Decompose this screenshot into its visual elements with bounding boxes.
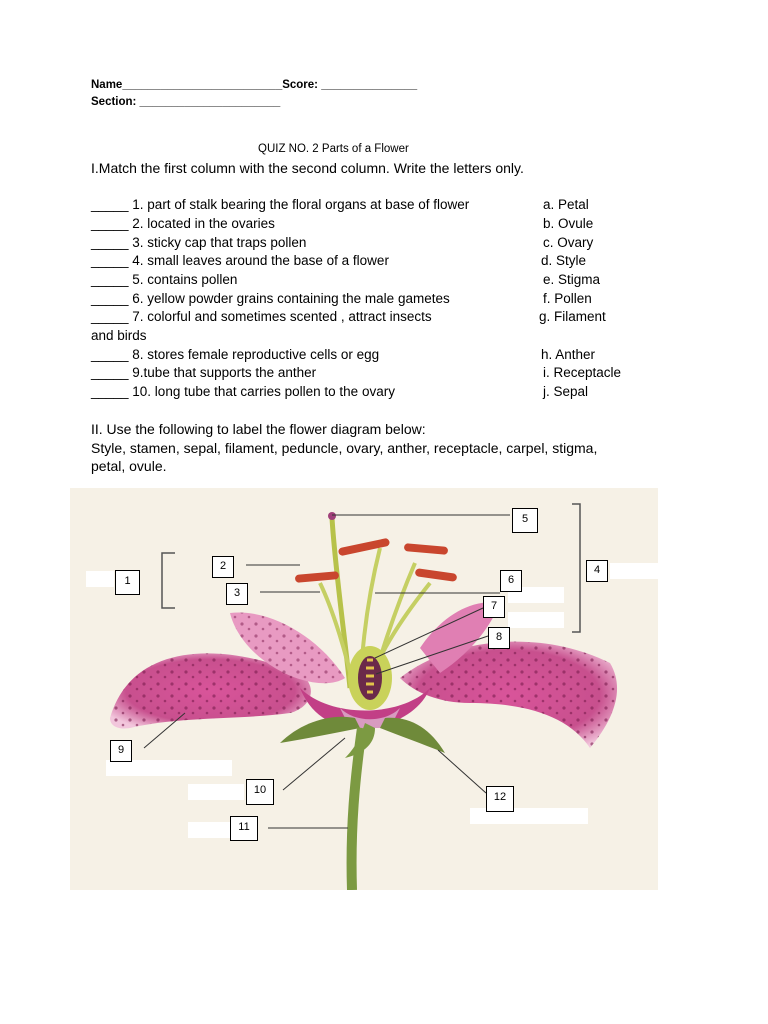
answer-i: i. Receptacle — [543, 365, 622, 380]
part1-instruction: I.Match the first column with the second column. Write the letters only. — [91, 160, 524, 176]
answer-a: a. Petal — [543, 197, 589, 212]
answer-h: h. Anther — [541, 347, 596, 362]
flower-illustration — [70, 488, 658, 890]
word-bank-line-2: petal, ovule. — [91, 458, 167, 474]
section-line: Section: ______________________ — [91, 96, 281, 108]
answer-f: f. Pollen — [543, 291, 592, 306]
question-4: _____ 4. small leaves around the base of a flower — [91, 253, 389, 268]
label-box-10: 10 — [246, 779, 274, 805]
label-box-3: 3 — [226, 583, 248, 605]
question-7-continued: and birds — [91, 328, 147, 343]
label-box-9: 9 — [110, 740, 132, 762]
label-box-1: 1 — [115, 570, 140, 595]
question-8: _____ 8. stores female reproductive cells or egg — [91, 347, 380, 362]
label-box-4: 4 — [586, 560, 608, 582]
part2-instruction: II. Use the following to label the flower diagram below: — [91, 421, 426, 437]
question-5: _____ 5. contains pollen — [91, 272, 238, 287]
question-6: _____ 6. yellow powder grains containing the male gametes — [91, 291, 450, 306]
label-box-11: 11 — [230, 816, 258, 841]
flower-diagram — [70, 488, 658, 890]
question-2: _____ 2. located in the ovaries — [91, 216, 275, 231]
word-bank-line-1: Style, stamen, sepal, filament, peduncle, ovary, anther, receptacle, carpel, stigma, — [91, 440, 598, 456]
answer-blank-11[interactable] — [188, 822, 230, 838]
label-box-2: 2 — [212, 556, 234, 578]
answer-blank-9[interactable] — [106, 760, 232, 776]
label-box-7: 7 — [483, 596, 505, 618]
answer-c: c. Ovary — [543, 235, 594, 250]
question-10: _____ 10. long tube that carries pollen to the ovary — [91, 384, 395, 399]
answer-blank-4[interactable] — [610, 563, 658, 579]
question-7: _____ 7. colorful and sometimes scented , attract insects — [91, 309, 432, 324]
answer-b: b. Ovule — [543, 216, 594, 231]
answer-blank-1[interactable] — [86, 571, 114, 587]
label-box-5: 5 — [512, 508, 538, 533]
answer-d: d. Style — [541, 253, 587, 268]
answer-g: g. Filament — [539, 309, 606, 324]
quiz-title: QUIZ NO. 2 Parts of a Flower — [258, 143, 409, 155]
answer-blank-7[interactable] — [508, 612, 564, 628]
label-box-8: 8 — [488, 627, 510, 649]
answer-j: j. Sepal — [543, 384, 589, 399]
answer-e: e. Stigma — [543, 272, 601, 287]
answer-blank-10[interactable] — [188, 784, 244, 800]
question-1: _____ 1. part of stalk bearing the floral organs at base of flower — [91, 197, 470, 212]
name-score-line: Name_________________________Score: _______________ — [91, 79, 418, 91]
question-9: _____ 9.tube that supports the anther — [91, 365, 317, 380]
question-3: _____ 3. sticky cap that traps pollen — [91, 235, 307, 250]
label-box-12: 12 — [486, 786, 514, 812]
label-box-6: 6 — [500, 570, 522, 592]
